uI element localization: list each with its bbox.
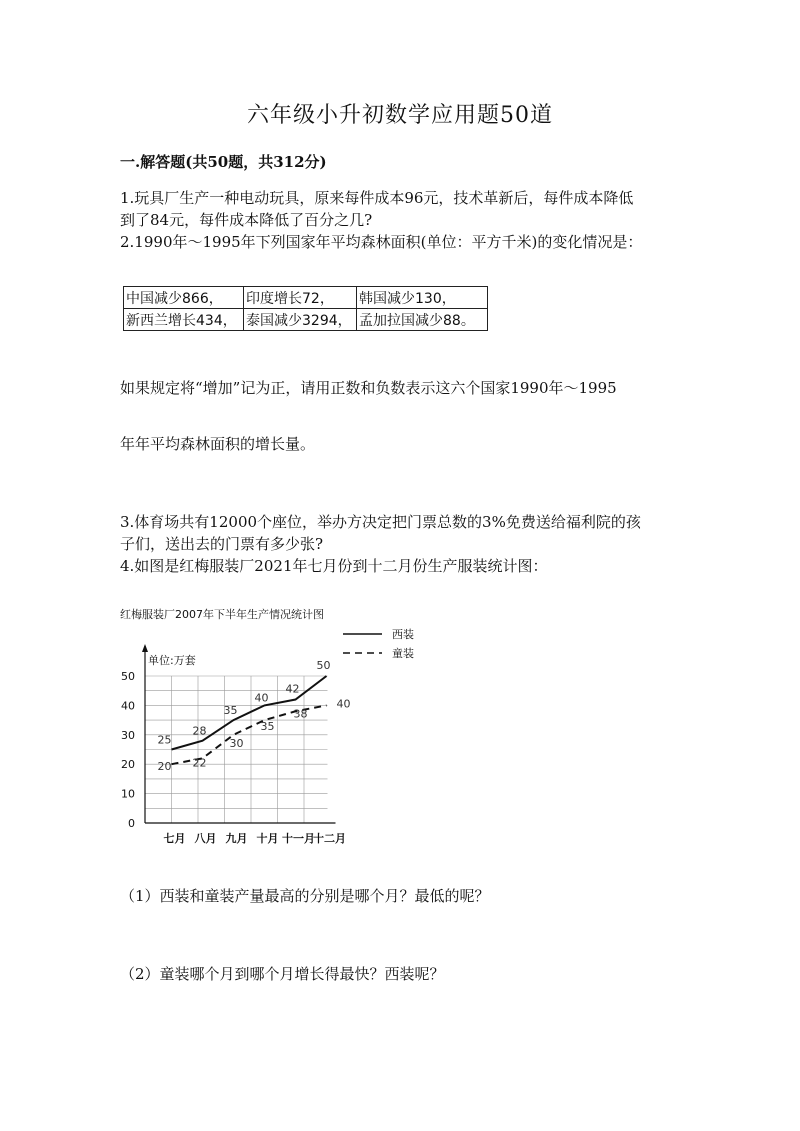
question-2-line-2: 如果规定将“增加”记为正，请用正数和负数表示这六个国家1990年～1995 xyxy=(120,379,617,397)
page-title: 六年级小升初数学应用题50道 xyxy=(247,103,553,128)
y-tick-label: 20 xyxy=(121,758,135,772)
question-1-line-2: 到了84元，每件成本降低了百分之几? xyxy=(120,211,373,229)
y-tick-label: 0 xyxy=(128,817,135,830)
data-label: 28 xyxy=(192,724,207,738)
x-tick-label: 十二月 xyxy=(313,832,346,845)
table-cell: 印度增长72， xyxy=(244,287,357,309)
y-tick-label: 30 xyxy=(121,728,135,742)
question-2-line-1: 2.1990年～1995年下列国家年平均森林面积(单位：平方千米)的变化情况是： xyxy=(120,233,643,251)
data-label: 20 xyxy=(157,760,172,774)
data-label: 50 xyxy=(316,659,331,672)
section-heading: 一.解答题(共50题，共312分) xyxy=(120,153,327,171)
data-label: 30 xyxy=(229,736,244,750)
forest-change-table xyxy=(123,286,488,331)
data-label: 40 xyxy=(336,697,351,711)
data-label: 22 xyxy=(192,756,207,770)
x-tick-label: 七月 xyxy=(163,832,186,845)
data-label: 35 xyxy=(223,704,238,718)
legend-label: 西装 xyxy=(392,628,414,641)
chart-title: 红梅服装厂2007年下半年生产情况统计图 xyxy=(120,608,324,621)
x-tick-label: 十月 xyxy=(256,832,279,845)
table-cell: 中国减少866， xyxy=(124,287,244,309)
x-tick-label: 八月 xyxy=(194,832,217,845)
question-4-sub-1: （1）西装和童装产量最高的分别是哪个月？最低的呢？ xyxy=(120,887,490,905)
data-label: 40 xyxy=(254,691,269,705)
data-label: 25 xyxy=(157,733,172,747)
data-label: 35 xyxy=(260,720,275,734)
question-3-line-2: 子们，送出去的门票有多少张? xyxy=(120,535,324,553)
legend-label: 童装 xyxy=(392,647,414,660)
question-4-sub-2: （2）童装哪个月到哪个月增长得最快？西装呢？ xyxy=(120,965,445,983)
x-tick-label: 十一月 xyxy=(282,832,315,845)
y-axis-label: 单位:万套 xyxy=(148,654,196,667)
table-cell: 新西兰增长434， xyxy=(124,309,244,331)
question-4-line-1: 4.如图是红梅服装厂2021年七月份到十二月份生产服装统计图： xyxy=(120,557,548,575)
data-label: 38 xyxy=(293,707,308,721)
y-tick-label: 50 xyxy=(121,670,135,683)
table-row xyxy=(124,287,488,309)
production-line-chart xyxy=(100,596,414,856)
table-row xyxy=(124,309,488,331)
table-cell: 孟加拉国减少88。 xyxy=(357,309,488,331)
question-2-line-3: 年年平均森林面积的增长量。 xyxy=(120,435,316,453)
question-1 xyxy=(120,187,633,231)
y-axis-arrow xyxy=(142,644,148,652)
x-tick-label: 九月 xyxy=(225,832,248,845)
question-3-line-1: 3.体育场共有12000个座位，举办方决定把门票总数的3%免费送给福利院的孩 xyxy=(120,513,641,531)
table-cell: 韩国减少130， xyxy=(357,287,488,309)
question-1-line-1: 1.玩具厂生产一种电动玩具，原来每件成本96元，技术革新后，每件成本降低 xyxy=(120,189,634,207)
y-tick-label: 40 xyxy=(121,699,135,713)
question-3 xyxy=(120,511,641,555)
data-label: 42 xyxy=(285,682,300,696)
y-tick-label: 10 xyxy=(121,787,135,801)
table-cell: 泰国减少3294， xyxy=(244,309,357,331)
